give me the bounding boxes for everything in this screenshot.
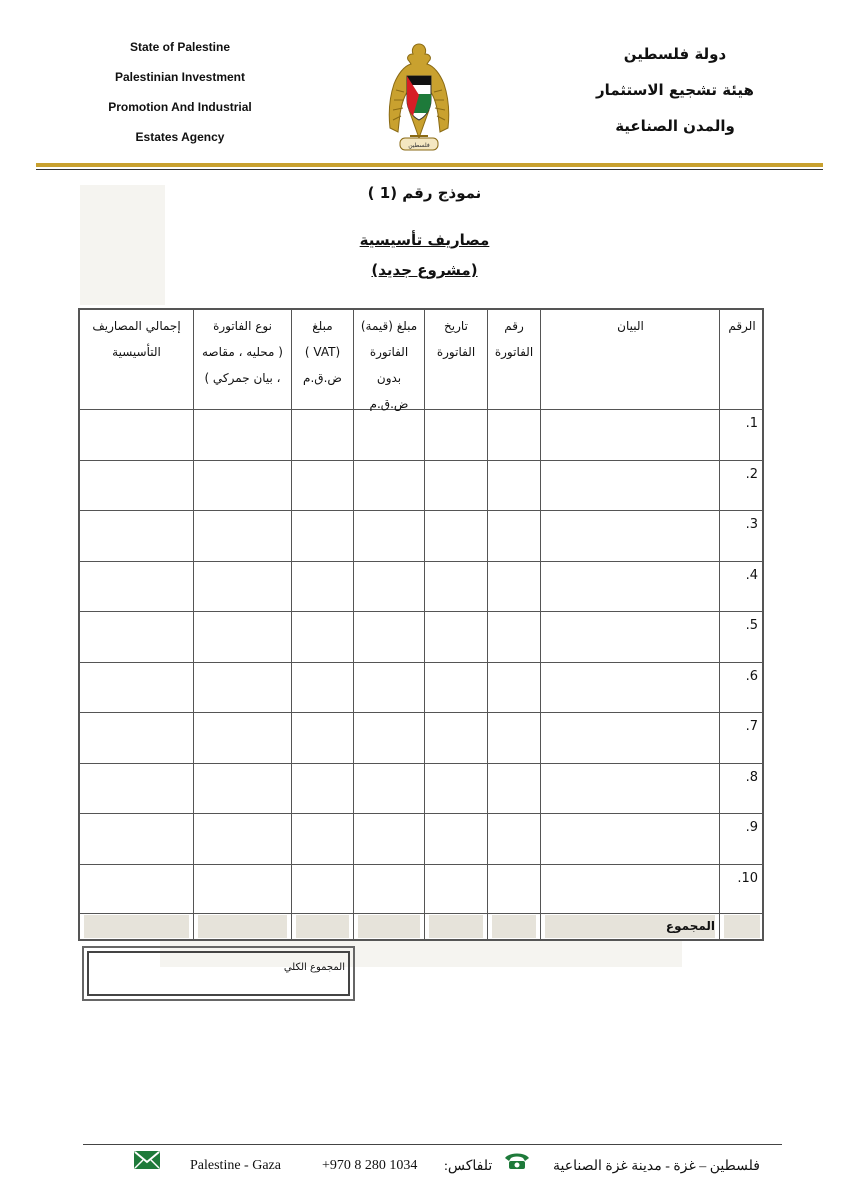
header-line: ، بيان جمركي ) bbox=[204, 371, 281, 385]
header-line: ( محليه ، مقاصه bbox=[202, 345, 283, 359]
row-divider bbox=[78, 611, 764, 612]
header-line: بدون bbox=[376, 371, 402, 385]
header-line: التأسيسية bbox=[112, 345, 161, 359]
header-line: رقم bbox=[504, 319, 524, 333]
telephone-icon bbox=[503, 1152, 531, 1170]
footer-rule bbox=[83, 1144, 782, 1145]
ar-line-agency-1: هيئة تشجيع الاستثمار bbox=[596, 81, 754, 99]
row-number: .3 bbox=[745, 517, 758, 532]
header-line: مبلغ (قيمة) bbox=[360, 319, 418, 333]
column-divider bbox=[291, 308, 292, 941]
row-number: .9 bbox=[745, 820, 758, 835]
row-number: .6 bbox=[745, 669, 758, 684]
row-number: .4 bbox=[745, 568, 758, 583]
header-invoice-type bbox=[194, 313, 291, 391]
row-divider bbox=[78, 813, 764, 814]
arabic-letterhead bbox=[575, 42, 775, 150]
header-line: الفاتورة bbox=[494, 345, 534, 359]
header-line: إجمالي المصاريف bbox=[92, 319, 181, 333]
total-cell bbox=[724, 915, 760, 938]
row-divider bbox=[78, 460, 764, 461]
header-line: تاريخ bbox=[444, 319, 468, 333]
row-divider bbox=[78, 561, 764, 562]
en-line-agency-1: Palestinian Investment bbox=[114, 70, 246, 84]
header-line: ض.ق.م bbox=[303, 371, 342, 385]
english-letterhead bbox=[95, 38, 265, 158]
row-number: .5 bbox=[745, 618, 758, 633]
grand-total-label: المجموع الكلي bbox=[283, 962, 345, 973]
header-line: مبلغ bbox=[312, 319, 333, 333]
footer-telefax-label: تلفاكس: bbox=[444, 1159, 493, 1174]
header-line: الفاتورة bbox=[436, 345, 476, 359]
header-invoice-no bbox=[488, 313, 540, 365]
row-divider bbox=[78, 662, 764, 663]
header-line: البيان bbox=[617, 319, 644, 333]
en-line-state: State of Palestine bbox=[129, 40, 231, 54]
total-cell bbox=[84, 915, 189, 938]
row-divider bbox=[78, 913, 764, 914]
header-number bbox=[722, 313, 762, 339]
emblem-caption: فلسطين bbox=[408, 142, 430, 149]
total-cell bbox=[358, 915, 420, 938]
ar-line-state: دولة فلسطين bbox=[623, 45, 727, 63]
row-divider bbox=[78, 510, 764, 511]
header-line: ض.ق.م bbox=[369, 397, 409, 411]
form-number: نموذج رقم (1 ) bbox=[367, 184, 482, 202]
row-divider bbox=[78, 763, 764, 764]
total-cell bbox=[296, 915, 349, 938]
row-divider bbox=[78, 864, 764, 865]
header-line: الفاتورة bbox=[369, 345, 409, 359]
row-number: .8 bbox=[745, 770, 758, 785]
en-line-agency-3: Estates Agency bbox=[135, 130, 225, 144]
row-number: .7 bbox=[745, 719, 758, 734]
header-gold-rule bbox=[36, 163, 823, 167]
envelope-icon bbox=[133, 1150, 161, 1170]
en-line-agency-2: Promotion And Industrial bbox=[108, 100, 252, 114]
form-subtitle: (مشروع جديد) bbox=[371, 261, 478, 279]
total-cell bbox=[198, 915, 287, 938]
header-invoice-date bbox=[425, 313, 487, 365]
form-title: مصاريف تأسيسية bbox=[359, 231, 490, 249]
total-label: المجموع bbox=[665, 919, 715, 933]
row-divider bbox=[78, 712, 764, 713]
row-number: .1 bbox=[745, 416, 758, 431]
column-divider bbox=[424, 308, 425, 941]
total-cell bbox=[429, 915, 483, 938]
palestine-emblem-icon bbox=[378, 40, 460, 155]
column-divider bbox=[719, 308, 720, 941]
footer-location-en: Palestine - Gaza bbox=[190, 1158, 281, 1173]
header-line: نوع الفاتورة bbox=[213, 319, 272, 333]
row-number: .2 bbox=[745, 467, 758, 482]
faint-shading bbox=[80, 185, 165, 305]
header-line: الرقم bbox=[728, 319, 756, 333]
footer-telefax-number: +970 8 280 1034 bbox=[322, 1158, 418, 1173]
row-number: .10 bbox=[737, 871, 758, 886]
header-dark-rule bbox=[36, 169, 823, 170]
header-statement bbox=[543, 313, 718, 339]
column-divider bbox=[540, 308, 541, 941]
header-total-expenses bbox=[80, 313, 193, 365]
header-amount-no-vat bbox=[354, 313, 424, 417]
column-divider bbox=[487, 308, 488, 941]
header-line: (VAT ) bbox=[304, 345, 341, 359]
ar-line-agency-2: والمدن الصناعية bbox=[615, 117, 735, 135]
header-vat-amount bbox=[292, 313, 353, 391]
total-cell bbox=[492, 915, 536, 938]
footer-location-ar: فلسطين – غزة - مدينة غزة الصناعية bbox=[553, 1159, 760, 1174]
grand-total-field bbox=[87, 951, 350, 996]
column-divider bbox=[193, 308, 194, 941]
